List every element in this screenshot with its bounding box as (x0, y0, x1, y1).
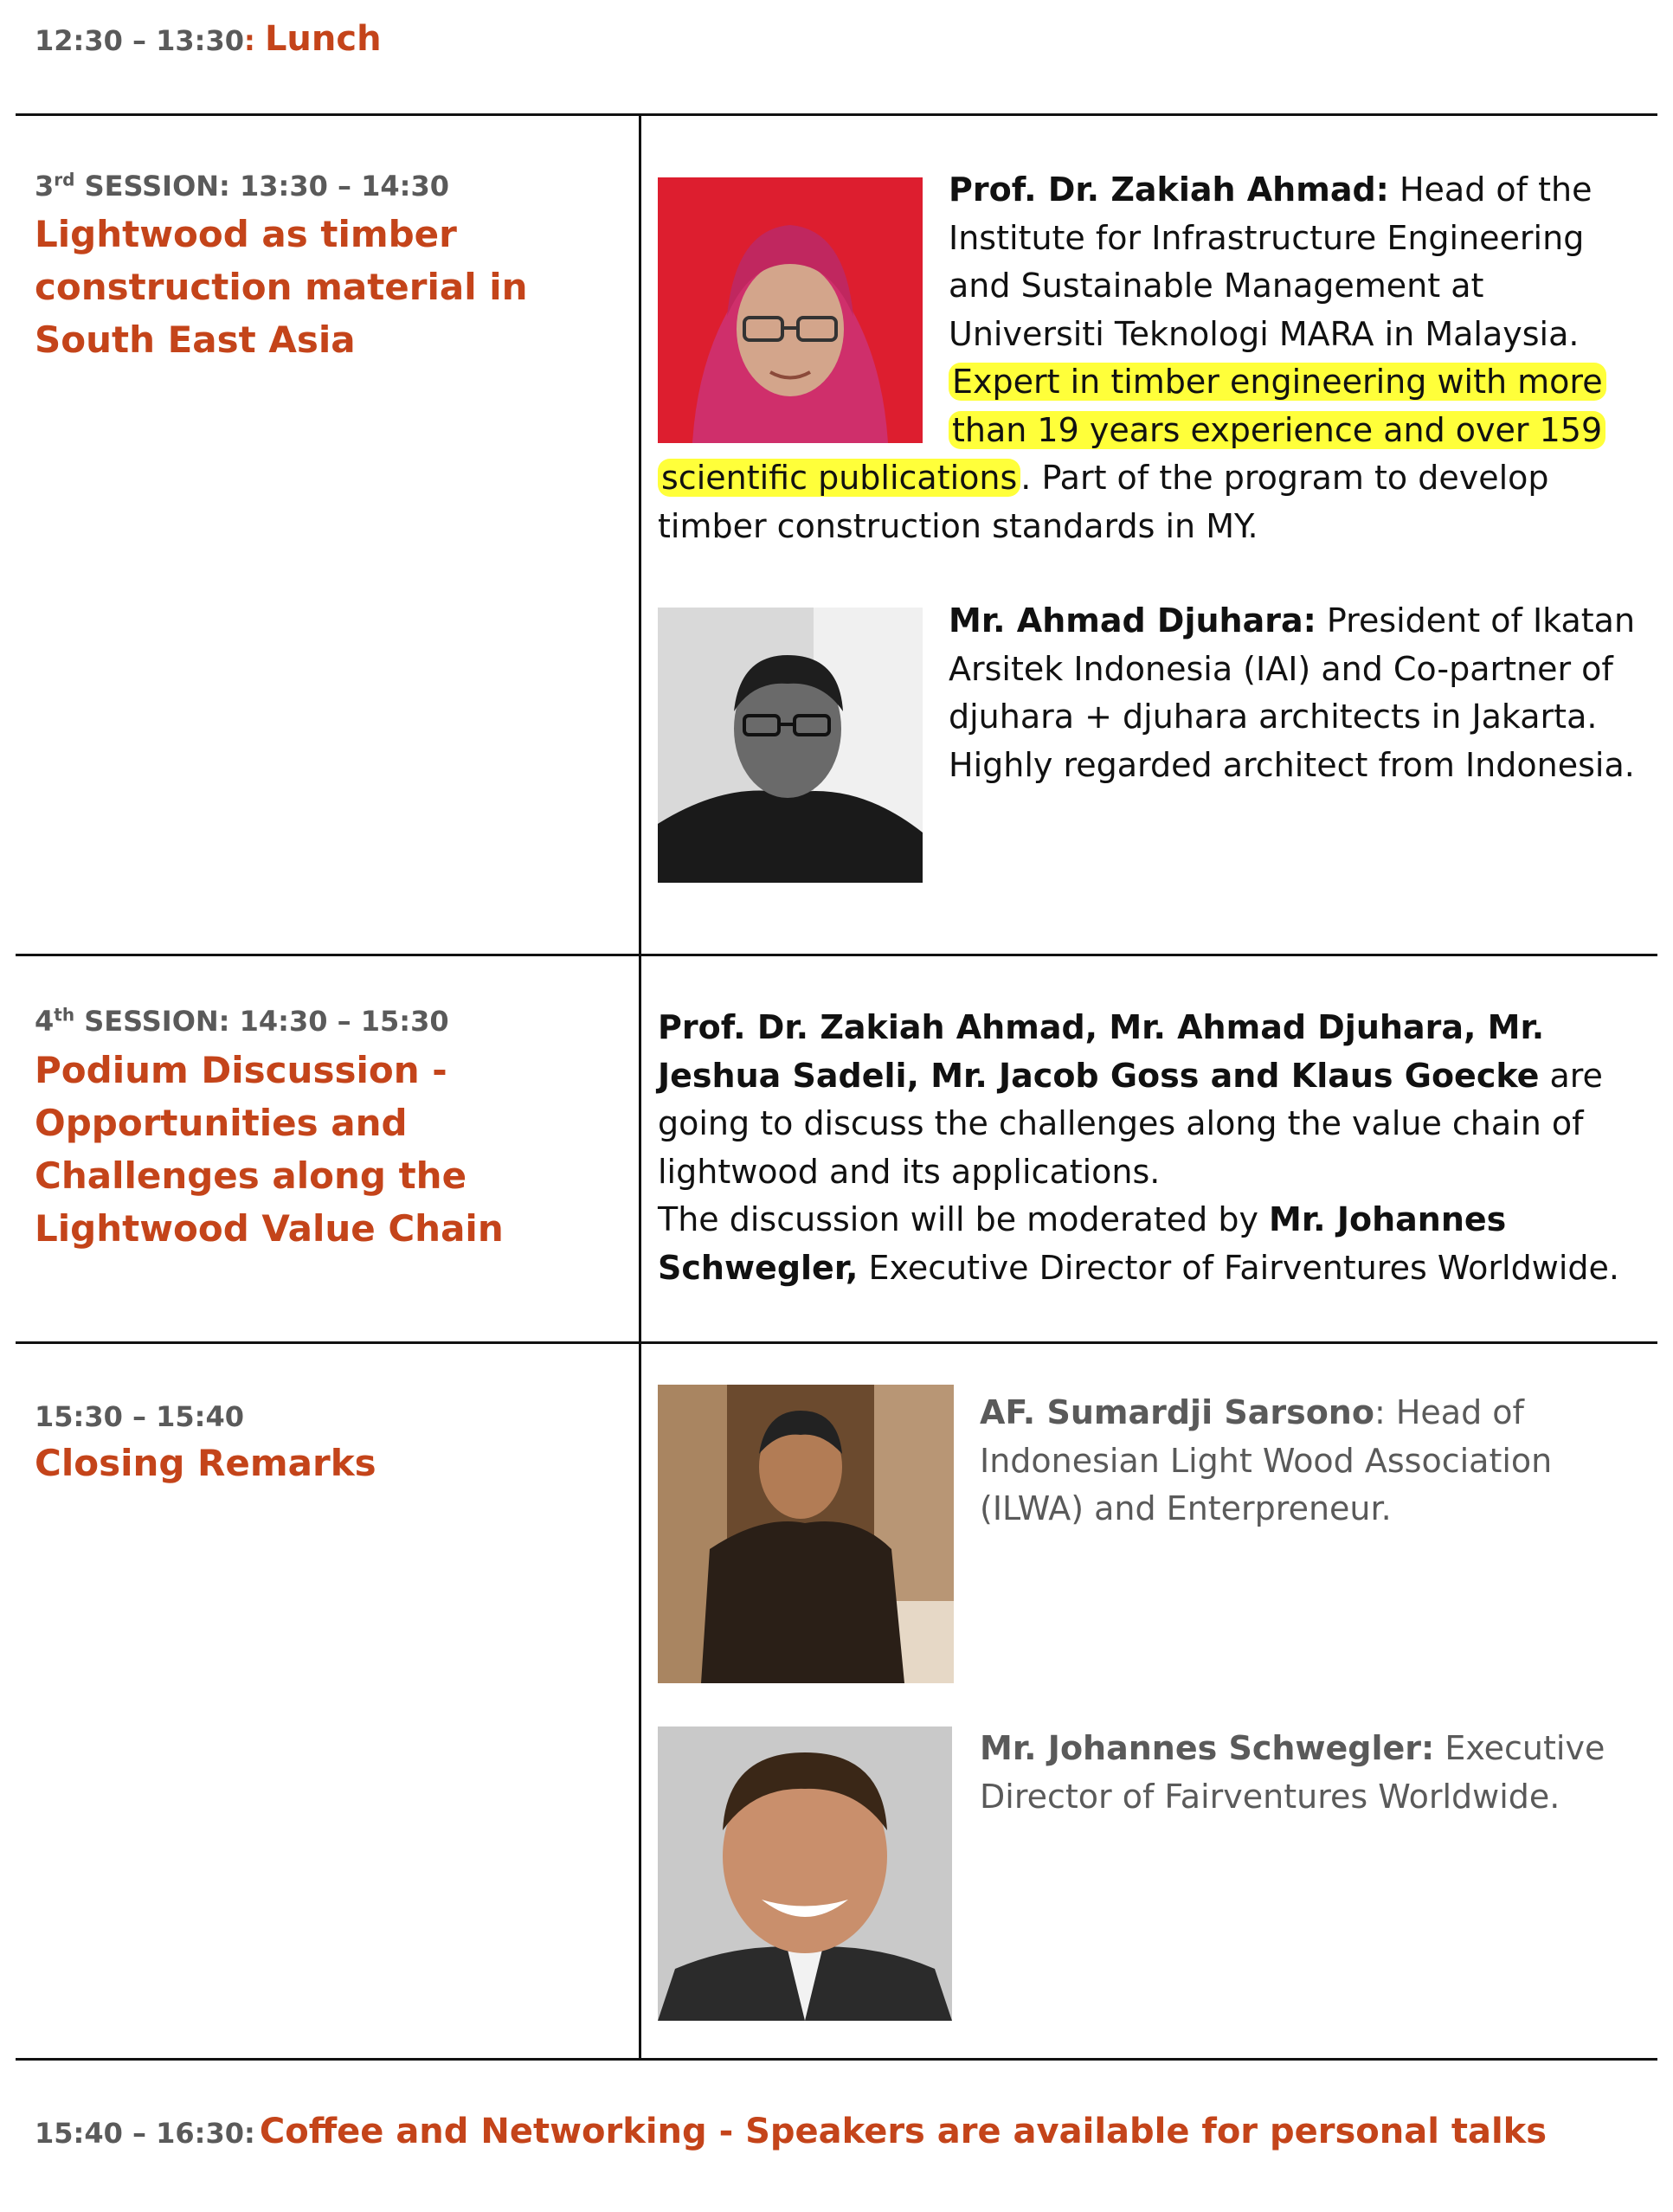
speaker-text: President of Ikatan Arsitek Indonesia (IAI) and Co-partner of djuhara + djuhara architects in Jakarta. Highly regarded architect from Indonesia. (949, 601, 1636, 784)
photo-float-spacer (658, 166, 949, 452)
divider (16, 1341, 1657, 1344)
coffee-time: 15:40 – 16:30: (35, 2117, 255, 2150)
speaker-photo-djuhara (658, 608, 923, 883)
moderator-intro: The discussion will be moderated by (658, 1200, 1270, 1238)
session4-description (658, 1004, 1644, 1292)
speaker-text: Head of the Institute for Infrastructure Engineering and Sustainable Management at Universiti Teknologi MARA in Malaysia. (949, 170, 1593, 353)
speaker-name: Mr. Ahmad Djuhara: (949, 601, 1316, 640)
divider (16, 113, 1657, 116)
session4-title: Podium Discussion - Opportunities and Challenges along the Lightwood Value Chain (35, 1049, 504, 1250)
divider (16, 954, 1657, 956)
moderator-text: Executive Director of Fairventures Worldwide. (858, 1248, 1619, 1287)
lunch-row (35, 19, 382, 59)
speaker-name: AF. Sumardji Sarsono (980, 1393, 1374, 1431)
panel-text: are going to discuss the challenges along the value chain of lightwood and its applications. (658, 1056, 1603, 1191)
lunch-label: Lunch (264, 19, 382, 59)
lunch-sep: : (244, 24, 265, 57)
speaker-bio-djuhara (949, 597, 1641, 789)
divider (16, 2058, 1657, 2061)
session3-label: 3rd SESSION: 13:30 – 14:30 (35, 169, 449, 203)
speaker-bio-zakiah (658, 166, 1644, 550)
closing-title: Closing Remarks (35, 1442, 376, 1484)
speaker-text: Executive Director of Fairventures Worldwide. (980, 1729, 1605, 1816)
speaker-bio-schwegler (980, 1725, 1638, 1821)
session3-title: Lightwood as timber construction material in South East Asia (35, 213, 528, 361)
highlighted-text: Expert in timber engineering with more than 19 years experience and over 159 scientific publications (658, 363, 1606, 497)
session3-header (35, 169, 449, 203)
panel-names: Prof. Dr. Zakiah Ahmad, Mr. Ahmad Djuhara, Mr. Jeshua Sadeli, Mr. Jacob Goss and Klaus Goecke (658, 1008, 1545, 1095)
speaker-text: . Part of the program to develop timber construction standards in MY. (658, 459, 1549, 545)
coffee-row (35, 2112, 1547, 2151)
speaker-name: Mr. Johannes Schwegler: (980, 1729, 1435, 1767)
session4-label: 4th SESSION: 14:30 – 15:30 (35, 1004, 449, 1038)
lunch-time: 12:30 – 13:30 (35, 24, 244, 57)
speaker-text: : Head of Indonesian Light Wood Association (ILWA) and Enterpreneur. (980, 1393, 1553, 1527)
coffee-label: Coffee and Networking - Speakers are available for personal talks (259, 2112, 1548, 2151)
speaker-photo-sarsono (658, 1385, 954, 1683)
speaker-bio-sarsono (980, 1389, 1638, 1534)
session4-header (35, 1004, 449, 1038)
speaker-name: Prof. Dr. Zakiah Ahmad: (949, 170, 1389, 209)
closing-time: 15:30 – 15:40 (35, 1400, 244, 1433)
speaker-photo-schwegler (658, 1727, 952, 2021)
moderator-name: Mr. Johannes Schwegler, (658, 1200, 1507, 1287)
